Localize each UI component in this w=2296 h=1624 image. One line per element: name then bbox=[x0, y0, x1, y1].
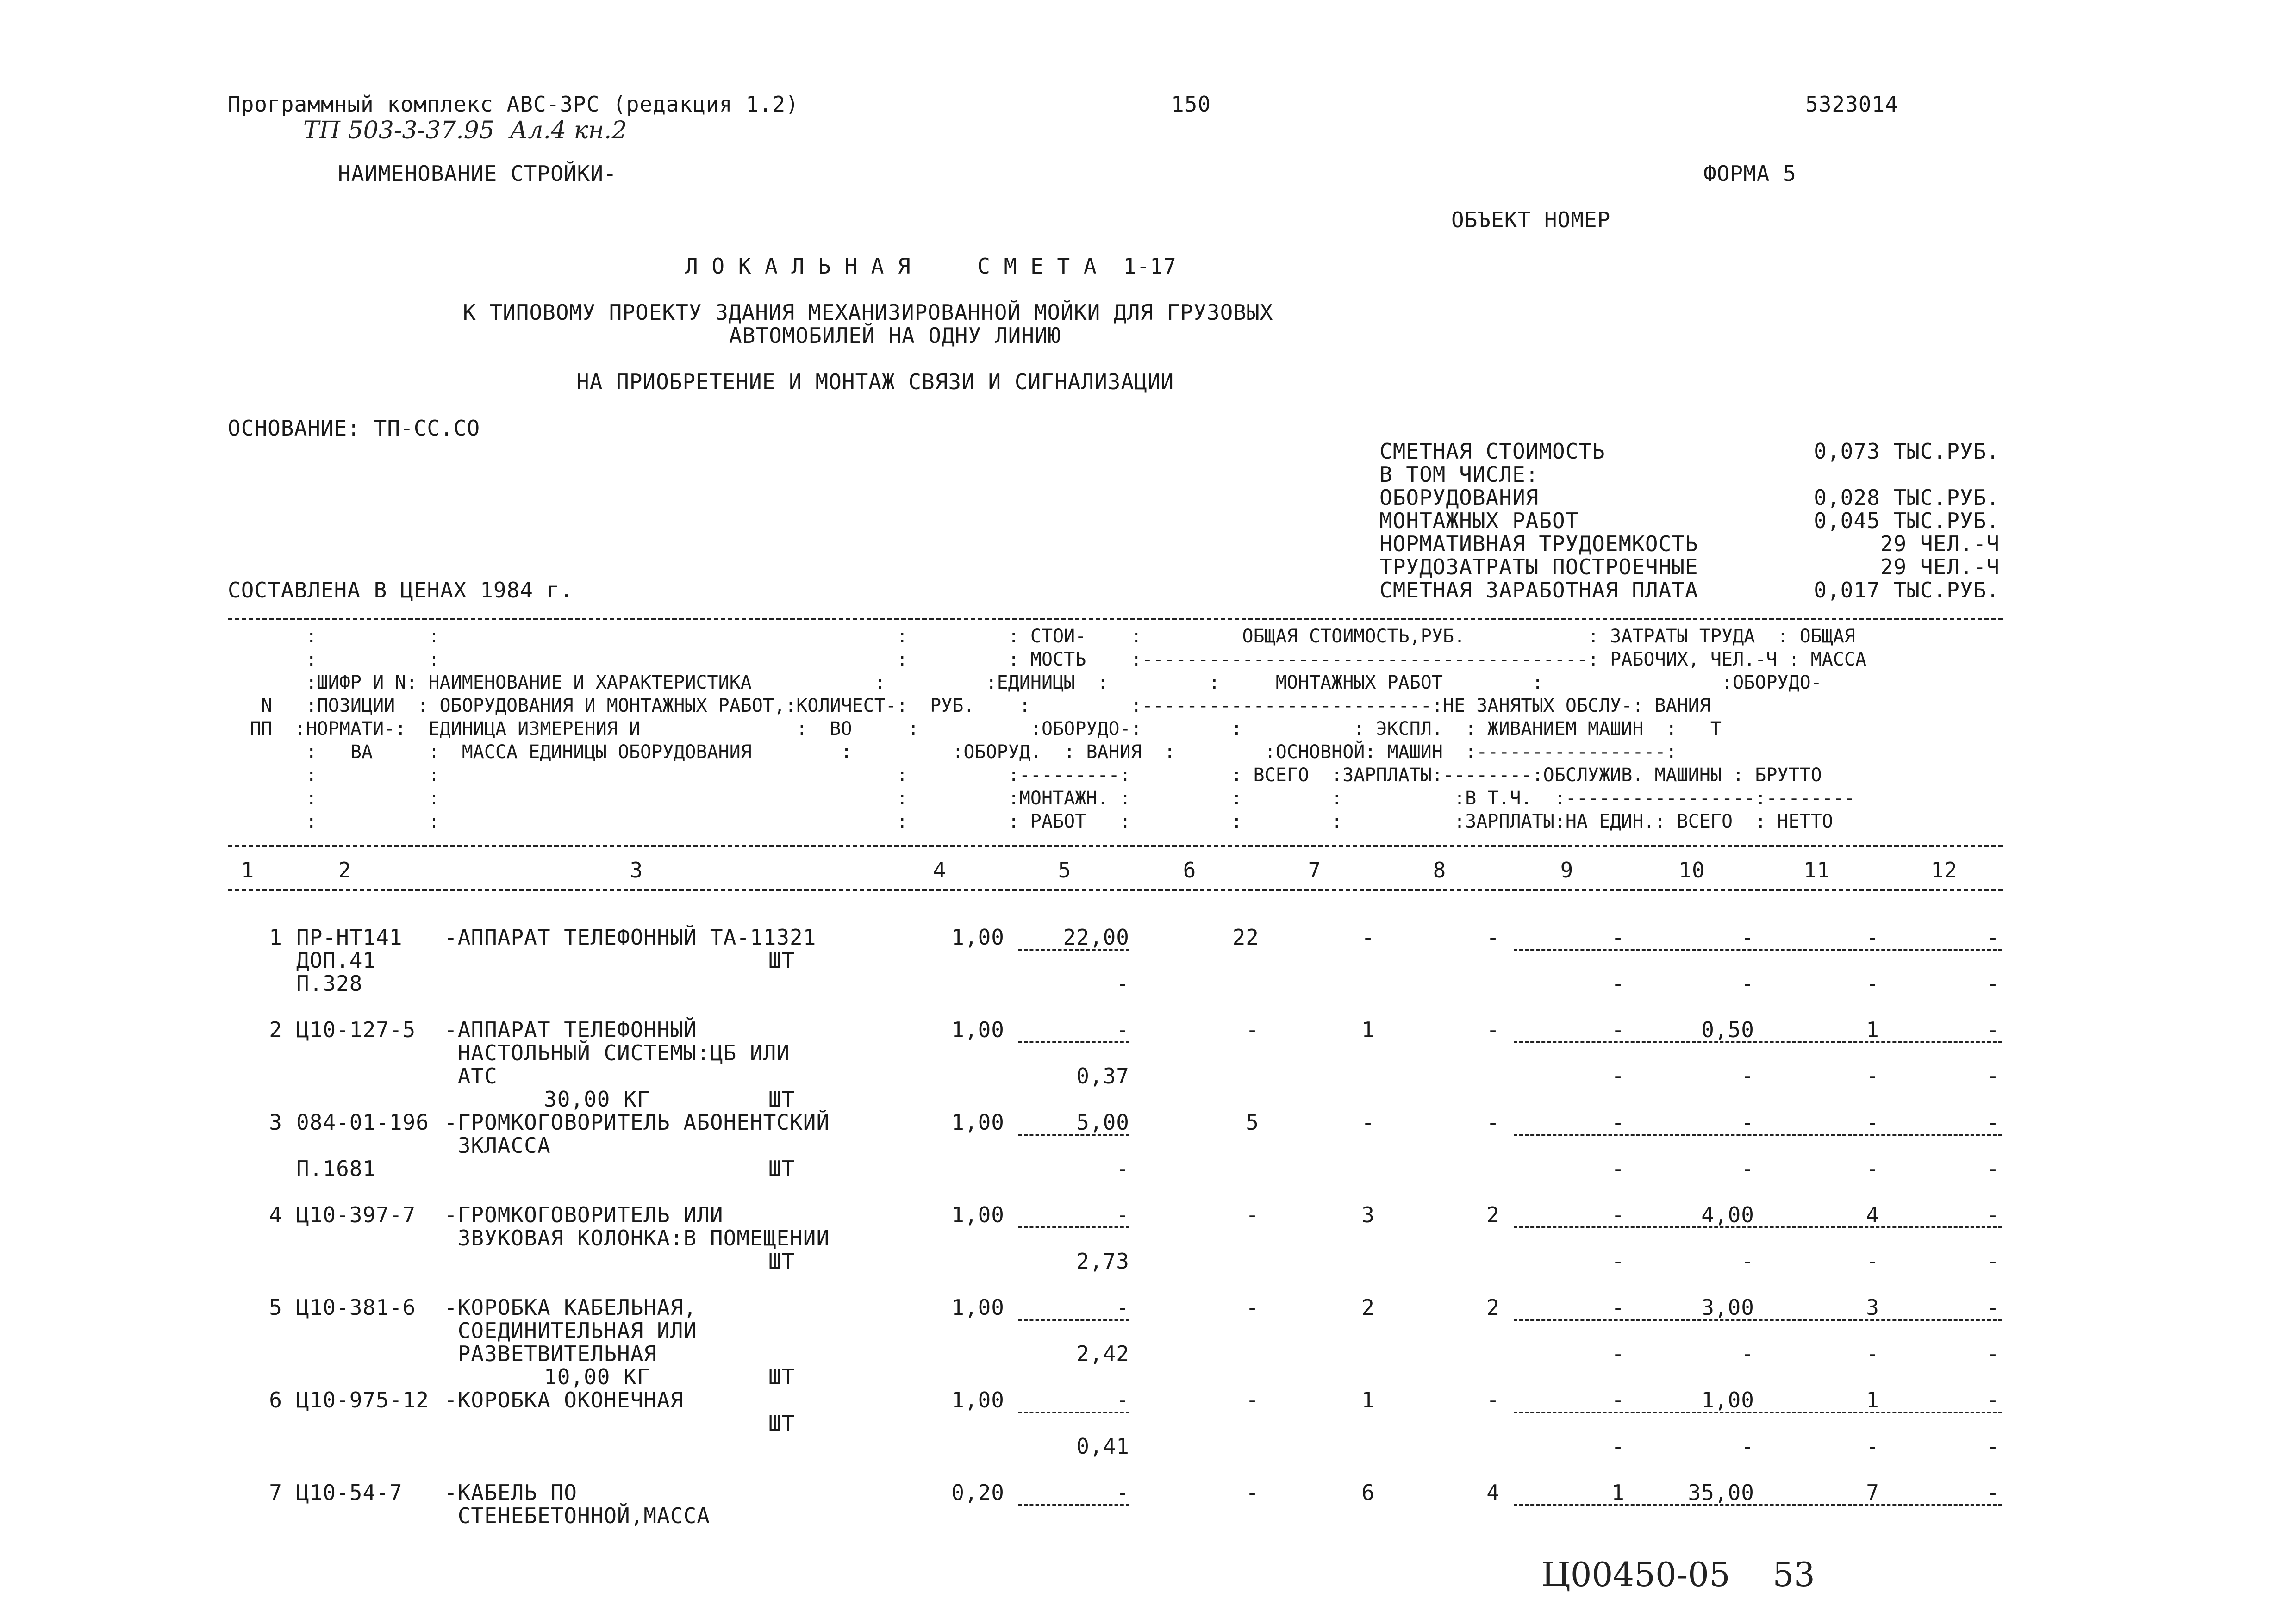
summary-value: 0,045 ТЫС.РУБ. bbox=[1814, 508, 2000, 533]
row-name: -КАБЕЛЬ ПО bbox=[444, 1480, 577, 1505]
handwritten-reference: ТП 503-3-37.95 Ал.4 кн.2 bbox=[303, 117, 627, 144]
labor-per-unit: 0,50 bbox=[1701, 1017, 1754, 1042]
summary-value: 0,028 ТЫС.РУБ. bbox=[1814, 485, 2000, 510]
base-salary: - bbox=[1486, 925, 1500, 950]
install-total: 3 bbox=[1361, 1202, 1375, 1227]
machine-labor-per-unit: - bbox=[1741, 1156, 1754, 1181]
row-name: -АППАРАТ ТЕЛЕФОННЫЙ bbox=[444, 1017, 697, 1042]
row-number: 5 bbox=[269, 1295, 282, 1320]
mass-gross: - bbox=[1986, 1202, 2000, 1227]
cell-divider bbox=[1018, 1041, 1129, 1043]
row-code: Ц10-381-6 bbox=[296, 1295, 416, 1320]
column-number: 12 bbox=[1931, 858, 1958, 883]
column-numbers-rule bbox=[228, 889, 2003, 891]
equipment-total: - bbox=[1246, 1480, 1259, 1505]
install-unit-cost: 2,73 bbox=[1076, 1249, 1129, 1274]
machine-salary: - bbox=[1611, 1434, 1625, 1459]
machine-labor-per-unit: - bbox=[1741, 1341, 1754, 1366]
mass-net: - bbox=[1986, 1341, 2000, 1366]
labor-per-unit: 35,00 bbox=[1688, 1480, 1754, 1505]
row-name: -КОРОБКА ОКОНЕЧНАЯ bbox=[444, 1388, 684, 1412]
column-number: 10 bbox=[1678, 858, 1705, 883]
machine-salary: - bbox=[1611, 1064, 1625, 1089]
install-total: - bbox=[1361, 1110, 1375, 1135]
labor-per-unit: - bbox=[1741, 1110, 1754, 1135]
equipment-unit-cost: - bbox=[1116, 1017, 1129, 1042]
cell-divider bbox=[1514, 1226, 2002, 1228]
machine-operation: - bbox=[1611, 1295, 1625, 1320]
machine-operation: - bbox=[1611, 1017, 1625, 1042]
labor-per-unit: - bbox=[1741, 925, 1754, 950]
column-number: 2 bbox=[338, 858, 352, 883]
mass-gross: - bbox=[1986, 1110, 2000, 1135]
equipment-total: - bbox=[1246, 1017, 1259, 1042]
machine-operation: - bbox=[1611, 1110, 1625, 1135]
base-salary: 2 bbox=[1486, 1295, 1500, 1320]
header-line: : : : : РАБОТ : : : :ЗАРПЛАТЫ:НА ЕДИН.: ВСЕГО : НЕТТО bbox=[228, 811, 1833, 832]
base-salary: 4 bbox=[1486, 1480, 1500, 1505]
equipment-total: - bbox=[1246, 1202, 1259, 1227]
title-line-1: К ТИПОВОМУ ПРОЕКТУ ЗДАНИЯ МЕХАНИЗИРОВАННОЙ МОЙКИ ДЛЯ ГРУЗОВЫХ bbox=[463, 300, 1273, 325]
row-number: 6 bbox=[269, 1388, 282, 1412]
mass-gross: - bbox=[1986, 1295, 2000, 1320]
summary-value: 29 ЧЕЛ.-Ч bbox=[1880, 554, 2000, 579]
equipment-total: 22 bbox=[1232, 925, 1259, 950]
prices-year: СОСТАВЛЕНА В ЦЕНАХ 1984 г. bbox=[228, 578, 574, 603]
mass-net: - bbox=[1986, 971, 2000, 996]
mass-net: - bbox=[1986, 1249, 2000, 1274]
row-name: СТЕНЕБЕТОННОЙ,МАССА bbox=[444, 1503, 710, 1528]
row-name: РАЗВЕТВИТЕЛЬНАЯ bbox=[444, 1341, 657, 1366]
row-code: Ц10-54-7 bbox=[296, 1480, 403, 1505]
summary-value: 29 ЧЕЛ.-Ч bbox=[1880, 531, 2000, 556]
cell-divider bbox=[1018, 1319, 1129, 1321]
machine-salary: - bbox=[1611, 1341, 1625, 1366]
row-unit: ШТ bbox=[768, 1156, 795, 1181]
row-unit: ШТ bbox=[768, 1087, 795, 1112]
machine-labor-per-unit: - bbox=[1741, 1249, 1754, 1274]
mass-gross: - bbox=[1986, 1480, 2000, 1505]
title-line-2: АВТОМОБИЛЕЙ НА ОДНУ ЛИНИЮ bbox=[729, 323, 1061, 348]
mass-net: - bbox=[1986, 1064, 2000, 1089]
machine-salary: - bbox=[1611, 1249, 1625, 1274]
column-number: 11 bbox=[1803, 858, 1830, 883]
program-name: Программный комплекс АВС-ЗРС (редакция 1.2) bbox=[228, 92, 799, 117]
column-number: 1 bbox=[241, 858, 255, 883]
doc-code: 5323014 bbox=[1805, 92, 1898, 117]
summary-label: ОБОРУДОВАНИЯ bbox=[1379, 485, 1539, 510]
cell-divider bbox=[1514, 1504, 2002, 1506]
install-total: 6 bbox=[1361, 1480, 1375, 1505]
row-quantity: 0,20 bbox=[951, 1480, 1004, 1505]
column-number: 4 bbox=[933, 858, 947, 883]
summary-label: СМЕТНАЯ СТОИМОСТЬ bbox=[1379, 439, 1605, 464]
row-quantity: 1,00 bbox=[951, 925, 1004, 950]
cell-divider bbox=[1514, 1041, 2002, 1043]
mass-net: - bbox=[1986, 1156, 2000, 1181]
labor-total: - bbox=[1866, 1110, 1879, 1135]
install-total: 1 bbox=[1361, 1388, 1375, 1412]
install-total: 2 bbox=[1361, 1295, 1375, 1320]
basis: ОСНОВАНИЕ: ТП-СС.СО bbox=[228, 416, 480, 441]
summary-label: ТРУДОЗАТРАТЫ ПОСТРОЕЧНЫЕ bbox=[1379, 554, 1698, 579]
cell-divider bbox=[1514, 1412, 2002, 1413]
row-name: ЗКЛАССА bbox=[444, 1133, 551, 1158]
row-unit: ШТ bbox=[768, 948, 795, 973]
machine-operation: - bbox=[1611, 925, 1625, 950]
machine-labor-total: - bbox=[1866, 1064, 1879, 1089]
header-line: : ВА : МАССА ЕДИНИЦЫ ОБОРУДОВАНИЯ : :ОБОРУД. : ВАНИЯ : :ОСНОВНОЙ: МАШИН :-----------------: bbox=[228, 741, 1677, 763]
equipment-unit-cost: - bbox=[1116, 1202, 1129, 1227]
title-line-3: НА ПРИОБРЕТЕНИЕ И МОНТАЖ СВЯЗИ И СИГНАЛИЗАЦИИ bbox=[576, 369, 1174, 394]
header-line: : : : : МОСТЬ :----------------------------------------: РАБОЧИХ, ЧЕЛ.-Ч : МАССА bbox=[228, 649, 1867, 670]
mass-gross: - bbox=[1986, 1388, 2000, 1412]
mass-gross: - bbox=[1986, 1017, 2000, 1042]
cell-divider bbox=[1018, 949, 1129, 951]
row-number: 3 bbox=[269, 1110, 282, 1135]
row-name: -ГРОМКОГОВОРИТЕЛЬ АБОНЕНТСКИЙ bbox=[444, 1110, 830, 1135]
header-line: : : : : СТОИ- : ОБЩАЯ СТОИМОСТЬ,РУБ. : ЗАТРАТЫ ТРУДА : ОБЩАЯ bbox=[228, 626, 1855, 647]
row-unit: ШТ bbox=[768, 1411, 795, 1436]
machine-labor-total: - bbox=[1866, 1156, 1879, 1181]
labor-total: 3 bbox=[1866, 1295, 1879, 1320]
row-name: ЗВУКОВАЯ КОЛОНКА:В ПОМЕЩЕНИИ bbox=[444, 1226, 830, 1251]
row-quantity: 1,00 bbox=[951, 1388, 1004, 1412]
labor-per-unit: 3,00 bbox=[1701, 1295, 1754, 1320]
header-bottom-rule bbox=[228, 845, 2003, 847]
base-salary: 2 bbox=[1486, 1202, 1500, 1227]
labor-total: 1 bbox=[1866, 1017, 1879, 1042]
machine-labor-per-unit: - bbox=[1741, 971, 1754, 996]
install-unit-cost: 0,41 bbox=[1076, 1434, 1129, 1459]
row-mass: 10,00 КГ bbox=[544, 1364, 650, 1389]
header-line: : : : :---------: : ВСЕГО :ЗАРПЛАТЫ:--------:ОБСЛУЖИВ. МАШИНЫ : БРУТТО bbox=[228, 765, 1822, 786]
row-code: П.328 bbox=[296, 971, 363, 996]
mass-gross: - bbox=[1986, 925, 2000, 950]
equipment-total: 5 bbox=[1246, 1110, 1259, 1135]
row-number: 4 bbox=[269, 1202, 282, 1227]
column-number: 3 bbox=[630, 858, 643, 883]
cell-divider bbox=[1018, 1412, 1129, 1413]
row-quantity: 1,00 bbox=[951, 1110, 1004, 1135]
machine-labor-per-unit: - bbox=[1741, 1064, 1754, 1089]
install-unit-cost: - bbox=[1116, 971, 1129, 996]
machine-salary: - bbox=[1611, 1156, 1625, 1181]
labor-total: 4 bbox=[1866, 1202, 1879, 1227]
mass-net: - bbox=[1986, 1434, 2000, 1459]
page-number: 150 bbox=[1171, 92, 1211, 117]
document-title: Л О К А Л Ь Н А Я С М Е Т А 1-17 bbox=[685, 254, 1177, 279]
summary-label: В ТОМ ЧИСЛЕ: bbox=[1379, 462, 1539, 487]
install-unit-cost: 2,42 bbox=[1076, 1341, 1129, 1366]
labor-total: 1 bbox=[1866, 1388, 1879, 1412]
row-code: ПР-НТ141 bbox=[296, 925, 403, 950]
column-number: 5 bbox=[1058, 858, 1072, 883]
base-salary: - bbox=[1486, 1110, 1500, 1135]
machine-labor-total: - bbox=[1866, 1249, 1879, 1274]
machine-labor-per-unit: - bbox=[1741, 1434, 1754, 1459]
machine-labor-total: - bbox=[1866, 1341, 1879, 1366]
row-code: 084-01-196 bbox=[296, 1110, 429, 1135]
equipment-total: - bbox=[1246, 1295, 1259, 1320]
row-mass: 30,00 КГ bbox=[544, 1087, 650, 1112]
summary-label: МОНТАЖНЫХ РАБОТ bbox=[1379, 508, 1579, 533]
header-line: :ШИФР И N: НАИМЕНОВАНИЕ И ХАРАКТЕРИСТИКА : :ЕДИНИЦЫ : : МОНТАЖНЫХ РАБОТ : :ОБОРУДО- bbox=[228, 672, 1822, 693]
equipment-unit-cost: 5,00 bbox=[1076, 1110, 1129, 1135]
row-name: -ГРОМКОГОВОРИТЕЛЬ ИЛИ bbox=[444, 1202, 724, 1227]
construction-name: НАИМЕНОВАНИЕ СТРОЙКИ- bbox=[338, 161, 617, 186]
equipment-total: - bbox=[1246, 1388, 1259, 1412]
summary-value: 0,017 ТЫС.РУБ. bbox=[1814, 578, 2000, 603]
column-number: 6 bbox=[1183, 858, 1197, 883]
row-quantity: 1,00 bbox=[951, 1295, 1004, 1320]
row-name: -КОРОБКА КАБЕЛЬНАЯ, bbox=[444, 1295, 697, 1320]
install-total: 1 bbox=[1361, 1017, 1375, 1042]
column-number: 7 bbox=[1308, 858, 1322, 883]
summary-label: СМЕТНАЯ ЗАРАБОТНАЯ ПЛАТА bbox=[1379, 578, 1698, 603]
base-salary: - bbox=[1486, 1388, 1500, 1412]
cell-divider bbox=[1514, 949, 2002, 951]
summary-value: 0,073 ТЫС.РУБ. bbox=[1814, 439, 2000, 464]
row-number: 7 bbox=[269, 1480, 282, 1505]
row-code: ДОП.41 bbox=[296, 948, 376, 973]
row-name: -АППАРАТ ТЕЛЕФОННЫЙ ТА-11321 bbox=[444, 925, 817, 950]
row-unit: ШТ bbox=[768, 1364, 795, 1389]
machine-operation: 1 bbox=[1611, 1480, 1625, 1505]
object-number: ОБЪЕКТ НОМЕР bbox=[1451, 207, 1611, 232]
row-code: П.1681 bbox=[296, 1156, 376, 1181]
labor-total: 7 bbox=[1866, 1480, 1879, 1505]
labor-per-unit: 4,00 bbox=[1701, 1202, 1754, 1227]
cell-divider bbox=[1514, 1319, 2002, 1321]
row-unit: ШТ bbox=[768, 1249, 795, 1274]
machine-operation: - bbox=[1611, 1388, 1625, 1412]
row-quantity: 1,00 bbox=[951, 1017, 1004, 1042]
machine-labor-total: - bbox=[1866, 971, 1879, 996]
cell-divider bbox=[1514, 1134, 2002, 1136]
labor-total: - bbox=[1866, 925, 1879, 950]
row-code: Ц10-127-5 bbox=[296, 1017, 416, 1042]
equipment-unit-cost: 22,00 bbox=[1063, 925, 1129, 950]
install-unit-cost: - bbox=[1116, 1156, 1129, 1181]
column-number: 8 bbox=[1433, 858, 1447, 883]
row-name: АТС bbox=[444, 1064, 498, 1089]
table-top-rule bbox=[228, 618, 2003, 620]
cell-divider bbox=[1018, 1226, 1129, 1228]
row-name: НАСТОЛЬНЫЙ СИСТЕМЫ:ЦБ ИЛИ bbox=[444, 1040, 790, 1065]
row-quantity: 1,00 bbox=[951, 1202, 1004, 1227]
handwritten-footer-code: Ц00450-05 53 bbox=[1541, 1555, 1815, 1594]
row-code: Ц10-397-7 bbox=[296, 1202, 416, 1227]
install-total: - bbox=[1361, 925, 1375, 950]
equipment-unit-cost: - bbox=[1116, 1480, 1129, 1505]
header-line: ПП :НОРМАТИ-: ЕДИНИЦА ИЗМЕРЕНИЯ И : ВО : :ОБОРУДО-: : : ЭКСПЛ. : ЖИВАНИЕМ МАШИН : Т bbox=[228, 718, 1722, 740]
base-salary: - bbox=[1486, 1017, 1500, 1042]
labor-per-unit: 1,00 bbox=[1701, 1388, 1754, 1412]
cell-divider bbox=[1018, 1504, 1129, 1506]
summary-label: НОРМАТИВНАЯ ТРУДОЕМКОСТЬ bbox=[1379, 531, 1698, 556]
machine-labor-total: - bbox=[1866, 1434, 1879, 1459]
row-name: СОЕДИНИТЕЛЬНАЯ ИЛИ bbox=[444, 1318, 697, 1343]
machine-salary: - bbox=[1611, 971, 1625, 996]
cell-divider bbox=[1018, 1134, 1129, 1136]
row-number: 2 bbox=[269, 1017, 282, 1042]
row-code: Ц10-975-12 bbox=[296, 1388, 429, 1412]
install-unit-cost: 0,37 bbox=[1076, 1064, 1129, 1089]
header-line: N :ПОЗИЦИИ : ОБОРУДОВАНИЯ И МОНТАЖНЫХ РАБОТ,:КОЛИЧЕСТ-: РУБ. : :--------------------------:НЕ ЗАНЯТЫХ ОБСЛУ-: ВАНИЯ bbox=[228, 695, 1710, 716]
equipment-unit-cost: - bbox=[1116, 1295, 1129, 1320]
form-number: ФОРМА 5 bbox=[1703, 161, 1797, 186]
equipment-unit-cost: - bbox=[1116, 1388, 1129, 1412]
header-line: : : : :МОНТАЖН. : : : :В Т.Ч. :-----------------:-------- bbox=[228, 788, 1855, 809]
machine-operation: - bbox=[1611, 1202, 1625, 1227]
column-number: 9 bbox=[1560, 858, 1574, 883]
row-number: 1 bbox=[269, 925, 282, 950]
